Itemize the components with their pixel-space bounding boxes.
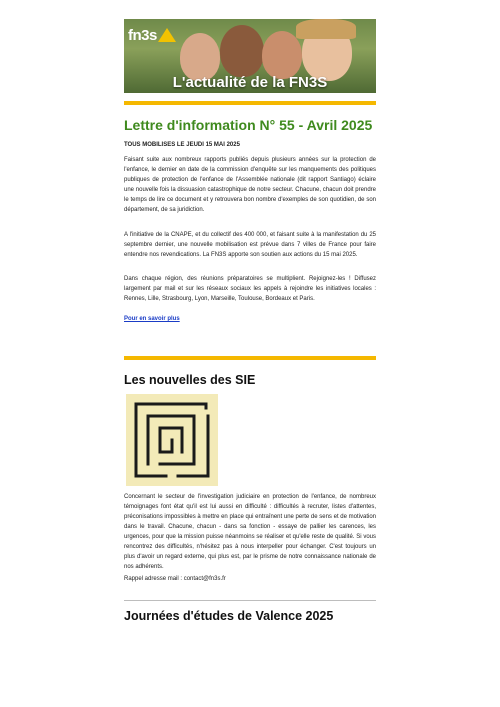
- sie-contact: Rappel adresse mail : contact@fn3s.fr: [124, 576, 226, 582]
- maze-icon: [126, 394, 218, 486]
- maze-image: [126, 394, 218, 486]
- sie-paragraph: Concernant le secteur de l'investigation judiciaire en protection de l'enfance, de nombreux témoignages font état qu'il est lui aussi en difficulté : difficultés à recruter, listes d'attentes, préconisations impossibles à mettre en place qui entraînent une perte de sens et de motivation dans le travail. Chacune, chacun - dans sa fonction - essaye de pallier les carences, les urgences, pour que la mission puisse néanmoins se réaliser et qu'elle reste de qualité. Si vous rencontrez des difficultés, n'hésitez pas à nous interpeller pour échanger. C'est toujours un plus d'avoir un regard externe, qui plus est, par le prisme de notre connaissance nationale de nos adhérents.: [124, 494, 376, 570]
- banner-title: L'actualité de la FN3S: [172, 74, 328, 91]
- newsletter-paragraph-1: Faisant suite aux nombreux rapports publiés depuis plusieurs années sur la protection de l'enfance, le dernier en date de la commission d'enquête sur les manquements des politiques publiques de protection de l'enfance de l'Assemblée nationale (dit rapport Santiago) éclaire une nouvelle fois la dissuasion catastrophique de notre secteur. Chacune, chacun doit prendre le temps de lire ce document et y retrouvera bon nombre d'exemples de son quotidien, de son département, de sa juridiction.: [124, 157, 376, 213]
- sie-section-title: Les nouvelles des SIE: [124, 373, 256, 387]
- accent-bar: [124, 101, 376, 105]
- newsletter-kicker: TOUS MOBILISES LE JEUDI 15 MAI 2025: [124, 142, 240, 148]
- newsletter-paragraph-2: A l'initiative de la CNAPE, et du collectif des 400 000, et faisant suite à la manifestation du 25 septembre dernier, une nouvelle mobilisation est prévue dans 7 villes de France pour faire entendre nos revendications. La FN3S apporte son soutien aux actions du 15 mai 2025.: [124, 232, 376, 258]
- journees-section-title: Journées d'études de Valence 2025: [124, 609, 334, 623]
- newsletter-paragraph-3: Dans chaque région, des réunions préparatoires se multiplient. Rejoignez-les ! Diffusez largement par mail et sur les réseaux sociaux les appels à rejoindre les initiatives locales : Rennes, Lille, Strasbourg, Lyon, Marseille, Toulouse, Bordeaux et Paris.: [124, 276, 376, 302]
- newsletter-title: Lettre d'information N° 55 - Avril 2025: [124, 117, 373, 133]
- accent-bar: [124, 356, 376, 360]
- logo-triangle-icon: [158, 28, 176, 42]
- header-banner-image: [124, 19, 376, 93]
- more-info-link[interactable]: Pour en savoir plus: [124, 316, 180, 322]
- section-divider: [124, 600, 376, 601]
- fn3s-logo: fn3s: [128, 27, 176, 44]
